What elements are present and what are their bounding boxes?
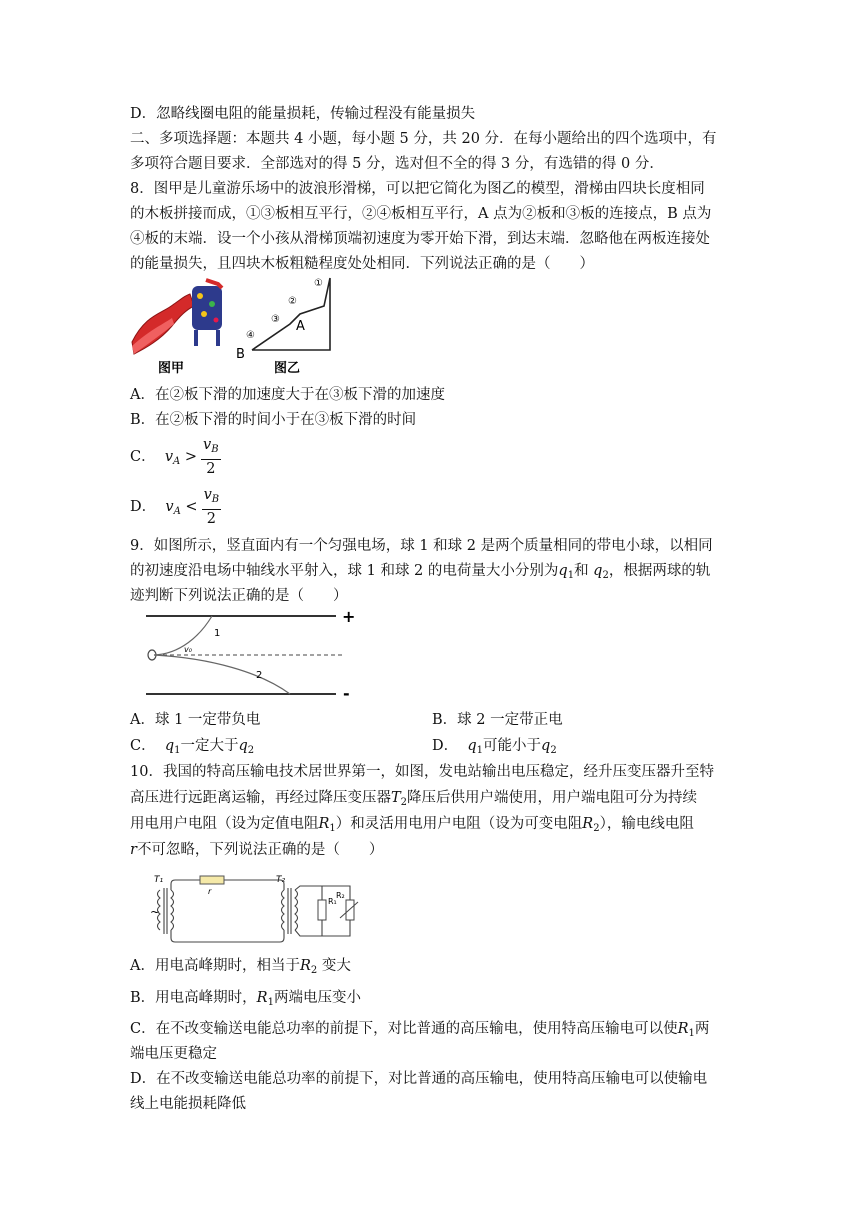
resistor-r2 [346, 900, 354, 920]
point-b-label: B [236, 347, 245, 362]
board-1-mark: ① [314, 278, 323, 289]
q9-option-c: C． $q_1$一定大于$q_2$ [130, 738, 255, 756]
q8-stem-line3: ④板的末端．设一个小孩从滑梯顶端初速度为零开始下滑，到达末端．忽略他在两板连接处 [130, 231, 710, 247]
q8-stem-line4: 的能量损失，且四块木板粗糙程度处处相同．下列说法正确的是（ ） [130, 256, 594, 272]
q10-option-b: B．用电高峰期时，$R_1$两端电压变小 [130, 990, 361, 1008]
q10-option-d-line1: D．在不改变输送电能总功率的前提下，对比普通的高压输电，使用特高压输电可以使输电 [130, 1071, 708, 1087]
slide-photo [132, 280, 222, 354]
initial-velocity-label: v₀ [184, 645, 192, 654]
q9-stem-line3: 迹判断下列说法正确的是（ ） [130, 588, 348, 604]
q9-stem-line2: 的初速度沿电场中轴线水平射入，球 1 和球 2 的电荷量大小分别为$q_1$和 $q_2$，根据两球的轨 [130, 563, 711, 581]
r2-label: R₂ [336, 891, 345, 900]
section2-instructions-line2: 多项符合题目要求．全部选对的得 5 分，选对但不全的得 3 分，有选错的得 0 分． [130, 156, 664, 172]
q8-figure [128, 274, 350, 378]
board-3-mark: ③ [271, 314, 280, 325]
trajectory-2 [154, 655, 290, 694]
q9-option-d: D． $q_1$可能小于$q_2$ [432, 738, 557, 756]
q10-stem-line2: 高压进行远距离运输，再经过降压变压器$T_2$降压后供用户端使用，用户端电阻可分为持续 [130, 790, 698, 808]
q10-option-c-line2: 端电压更稳定 [130, 1046, 217, 1062]
trajectory-1 [154, 616, 212, 655]
q10-stem-line3: 用电用户电阻（设为定值电阻$R_1$）和灵活用电用户电阻（设为可变电阻$R_2$），输电线电阻 [130, 816, 694, 834]
q8-option-d: D． $v_A$ < $\frac{v_B}{2}$ [130, 487, 220, 527]
q9-field-figure [140, 606, 358, 704]
q9-option-b: B．球 2 一定带正电 [432, 712, 563, 728]
line-resistor-r [200, 876, 224, 884]
q10-option-d-line2: 线上电能损耗降低 [130, 1096, 246, 1112]
q10-circuit-figure [140, 870, 360, 948]
q10-stem-line4: r不可忽略，下列说法正确的是（ ） [130, 842, 384, 858]
q10-stem-line1: 10．我国的特高压输电技术居世界第一，如图，发电站输出电压稳定，经升压变压器升至特 [130, 764, 714, 780]
transformer-t2-label: T₂ [276, 875, 286, 885]
transmission-lines [171, 880, 284, 942]
q8-option-a: A．在②板下滑的加速度大于在③板下滑的加速度 [130, 387, 445, 403]
caption-fig-a: 图甲 [158, 361, 185, 376]
q10-option-c-line1: C．在不改变输送电能总功率的前提下，对比普通的高压输电，使用特高压输电可以使$R_1$两 [130, 1021, 710, 1039]
resistor-r1 [318, 900, 326, 920]
section2-instructions-line1: 二、多项选择题：本题共 4 小题，每小题 5 分，共 20 分．在每小题给出的四个选项中，有 [130, 131, 717, 147]
board-4-mark: ④ [246, 330, 255, 341]
board-2-mark: ② [288, 296, 297, 307]
trajectory-1-label: 1 [214, 628, 221, 639]
caption-fig-b: 图乙 [274, 361, 301, 376]
q10-option-a: A．用电高峰期时，相当于$R_2$ 变大 [130, 958, 351, 976]
point-a-label: A [296, 319, 305, 334]
negative-plate-sign: - [343, 684, 350, 703]
q8-option-c: C． $v_A$ > $\frac{v_B}{2}$ [130, 437, 219, 477]
q8-stem-line1: 8．图甲是儿童游乐场中的波浪形滑梯，可以把它简化为图乙的模型，滑梯由四块长度相同 [130, 181, 705, 197]
q7-option-d: D．忽略线圈电阻的能量损耗，传输过程没有能量损失 [130, 106, 476, 122]
r1-label: R₁ [328, 897, 337, 906]
q9-stem-line1: 9．如图所示，竖直面内有一个匀强电场，球 1 和球 2 是两个质量相同的带电小球，以相同 [130, 538, 713, 554]
q8-stem-line2: 的木板拼接而成，①③板相互平行，②④板相互平行，A 点为②板和③板的连接点，B 点为 [130, 206, 712, 222]
trajectory-2-label: 2 [256, 670, 263, 681]
transformer-t1-label: T₁ [154, 875, 164, 885]
line-resistor-label: r [208, 887, 212, 896]
q9-option-a: A．球 1 一定带负电 [130, 712, 261, 728]
transformer-t2 [282, 888, 298, 934]
ac-source-symbol: ~ [150, 905, 161, 919]
slide-model-diagram [236, 278, 330, 362]
q8-option-b: B．在②板下滑的时间小于在③板下滑的时间 [130, 412, 417, 428]
positive-plate-sign: + [342, 607, 356, 626]
